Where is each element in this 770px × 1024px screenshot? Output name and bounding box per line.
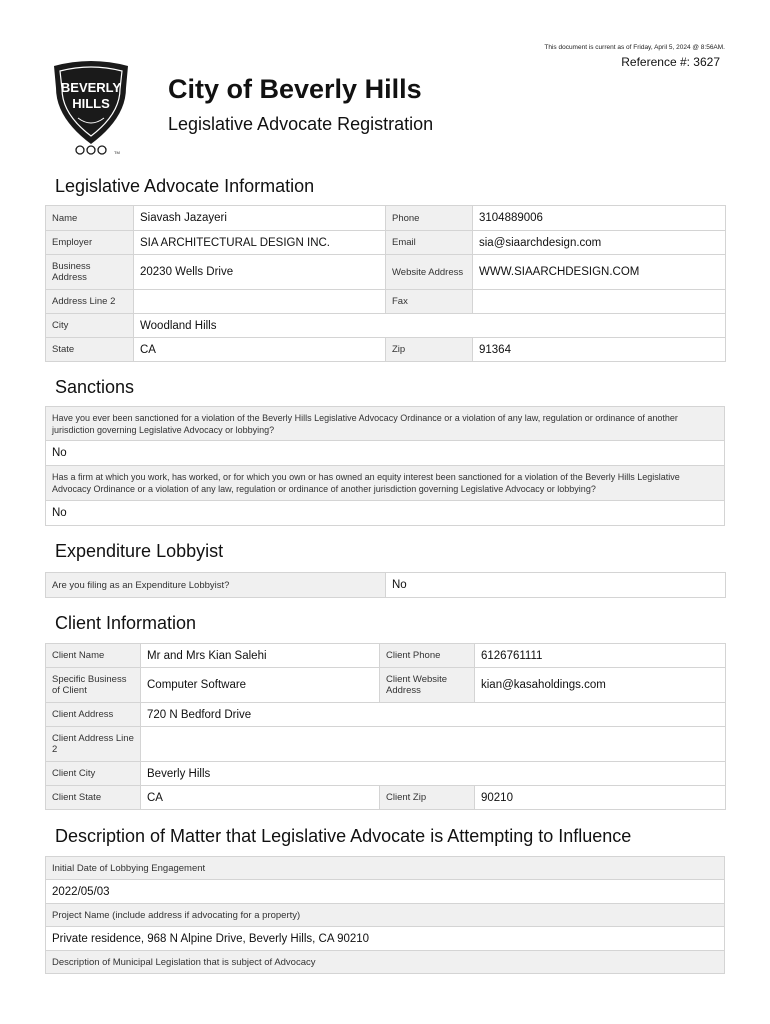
logo-text-beverly: BEVERLY (60, 80, 122, 95)
email-value: sia@siaarchdesign.com (473, 231, 726, 255)
client-state-value: CA (141, 786, 380, 810)
advocate-section-heading: Legislative Advocate Information (55, 176, 315, 196)
sanction-question-2: Has a firm at which you work, has worked, or for which you own or has owned an equity interest been sanctioned for a violation of the Beverly Hills Legislative Advocacy Ordinance or a violation of any law, regulation or ordinance of another jurisdiction governing Legislative Advocacy or lobbying? (46, 466, 725, 501)
table-row (46, 206, 726, 231)
table-row (46, 441, 725, 466)
client-name-label: Client Name (46, 644, 141, 668)
project-name-value: Private residence, 968 N Alpine Drive, Beverly Hills, CA 90210 (46, 927, 725, 951)
table-row (46, 290, 726, 314)
matter-section-heading: Description of Matter that Legislative Advocate is Attempting to Influence (55, 826, 632, 846)
client-name-value: Mr and Mrs Kian Salehi (141, 644, 380, 668)
client-zip-label: Client Zip (380, 786, 475, 810)
client-business-value: Computer Software (141, 668, 380, 703)
city-label: City (46, 314, 134, 338)
table-row (46, 573, 726, 598)
engagement-date-label: Initial Date of Lobbying Engagement (46, 857, 725, 880)
phone-value: 3104889006 (473, 206, 726, 231)
page-title: City of Beverly Hills (168, 74, 422, 104)
reference-number: Reference #: 3627 (621, 55, 720, 69)
client-address-label: Client Address (46, 703, 141, 727)
logo-text-hills: HILLS (72, 96, 110, 111)
business-address-value: 20230 Wells Drive (134, 255, 386, 290)
client-address-value: 720 N Bedford Drive (141, 703, 726, 727)
table-row (46, 727, 726, 762)
client-address-line2-label: Client Address Line 2 (46, 727, 141, 762)
state-label: State (46, 338, 134, 362)
logo-trademark: TM (114, 150, 120, 155)
table-row (46, 703, 726, 727)
table-row (46, 231, 726, 255)
zip-label: Zip (386, 338, 473, 362)
project-name-label: Project Name (include address if advocating for a property) (46, 904, 725, 927)
table-row (46, 904, 725, 927)
business-address-label: Business Address (46, 255, 134, 290)
zip-value: 91364 (473, 338, 726, 362)
expenditure-answer: No (386, 573, 726, 598)
client-state-label: Client State (46, 786, 141, 810)
client-city-label: Client City (46, 762, 141, 786)
table-row (46, 314, 726, 338)
table-row (46, 927, 725, 951)
sanction-question-1: Have you ever been sanctioned for a violation of the Beverly Hills Legislative Advocacy Ordinance or a violation of any law, regulation or ordinance of another jurisdiction governing Legislative Advocacy or lobbying? (46, 407, 725, 441)
website-value: WWW.SIAARCHDESIGN.COM (473, 255, 726, 290)
table-row (46, 644, 726, 668)
table-row (46, 466, 725, 501)
client-address-line2-value (141, 727, 726, 762)
advocate-info-table (45, 205, 726, 362)
table-row (46, 255, 726, 290)
table-row (46, 762, 726, 786)
table-row (46, 857, 725, 880)
name-value: Siavash Jazayeri (134, 206, 386, 231)
beverly-hills-shield-logo (50, 58, 132, 156)
client-section-heading: Client Information (55, 613, 197, 633)
table-row (46, 338, 726, 362)
sanction-answer-2: No (46, 501, 725, 526)
matter-table (45, 856, 725, 974)
state-value: CA (134, 338, 386, 362)
expenditure-table (45, 572, 726, 598)
sanction-answer-1: No (46, 441, 725, 466)
client-info-table (45, 643, 726, 810)
client-business-label: Specific Business of Client (46, 668, 141, 703)
website-label: Website Address (386, 255, 473, 290)
table-row (46, 951, 725, 974)
client-city-value: Beverly Hills (141, 762, 726, 786)
address-line2-label: Address Line 2 (46, 290, 134, 314)
document-timestamp: This document is current as of Friday, April 5, 2024 @ 8:56AM. (544, 44, 725, 51)
engagement-date-value: 2022/05/03 (46, 880, 725, 904)
client-website-value: kian@kasaholdings.com (475, 668, 726, 703)
expenditure-section-heading: Expenditure Lobbyist (55, 541, 224, 561)
city-value: Woodland Hills (134, 314, 726, 338)
phone-label: Phone (386, 206, 473, 231)
page-subtitle: Legislative Advocate Registration (168, 114, 434, 134)
legislation-description-label: Description of Municipal Legislation that is subject of Advocacy (46, 951, 725, 974)
client-website-label: Client Website Address (380, 668, 475, 703)
sanctions-table (45, 406, 725, 526)
employer-label: Employer (46, 231, 134, 255)
table-row (46, 501, 725, 526)
employer-value: SIA ARCHITECTURAL DESIGN INC. (134, 231, 386, 255)
fax-label: Fax (386, 290, 473, 314)
client-phone-label: Client Phone (380, 644, 475, 668)
table-row (46, 786, 726, 810)
client-zip-value: 90210 (475, 786, 726, 810)
table-row (46, 880, 725, 904)
sanctions-section-heading: Sanctions (55, 377, 135, 397)
name-label: Name (46, 206, 134, 231)
client-phone-value: 6126761111 (475, 644, 726, 668)
address-line2-value (134, 290, 386, 314)
expenditure-question: Are you filing as an Expenditure Lobbyist? (46, 573, 386, 598)
table-row (46, 668, 726, 703)
fax-value (473, 290, 726, 314)
table-row (46, 407, 725, 441)
email-label: Email (386, 231, 473, 255)
